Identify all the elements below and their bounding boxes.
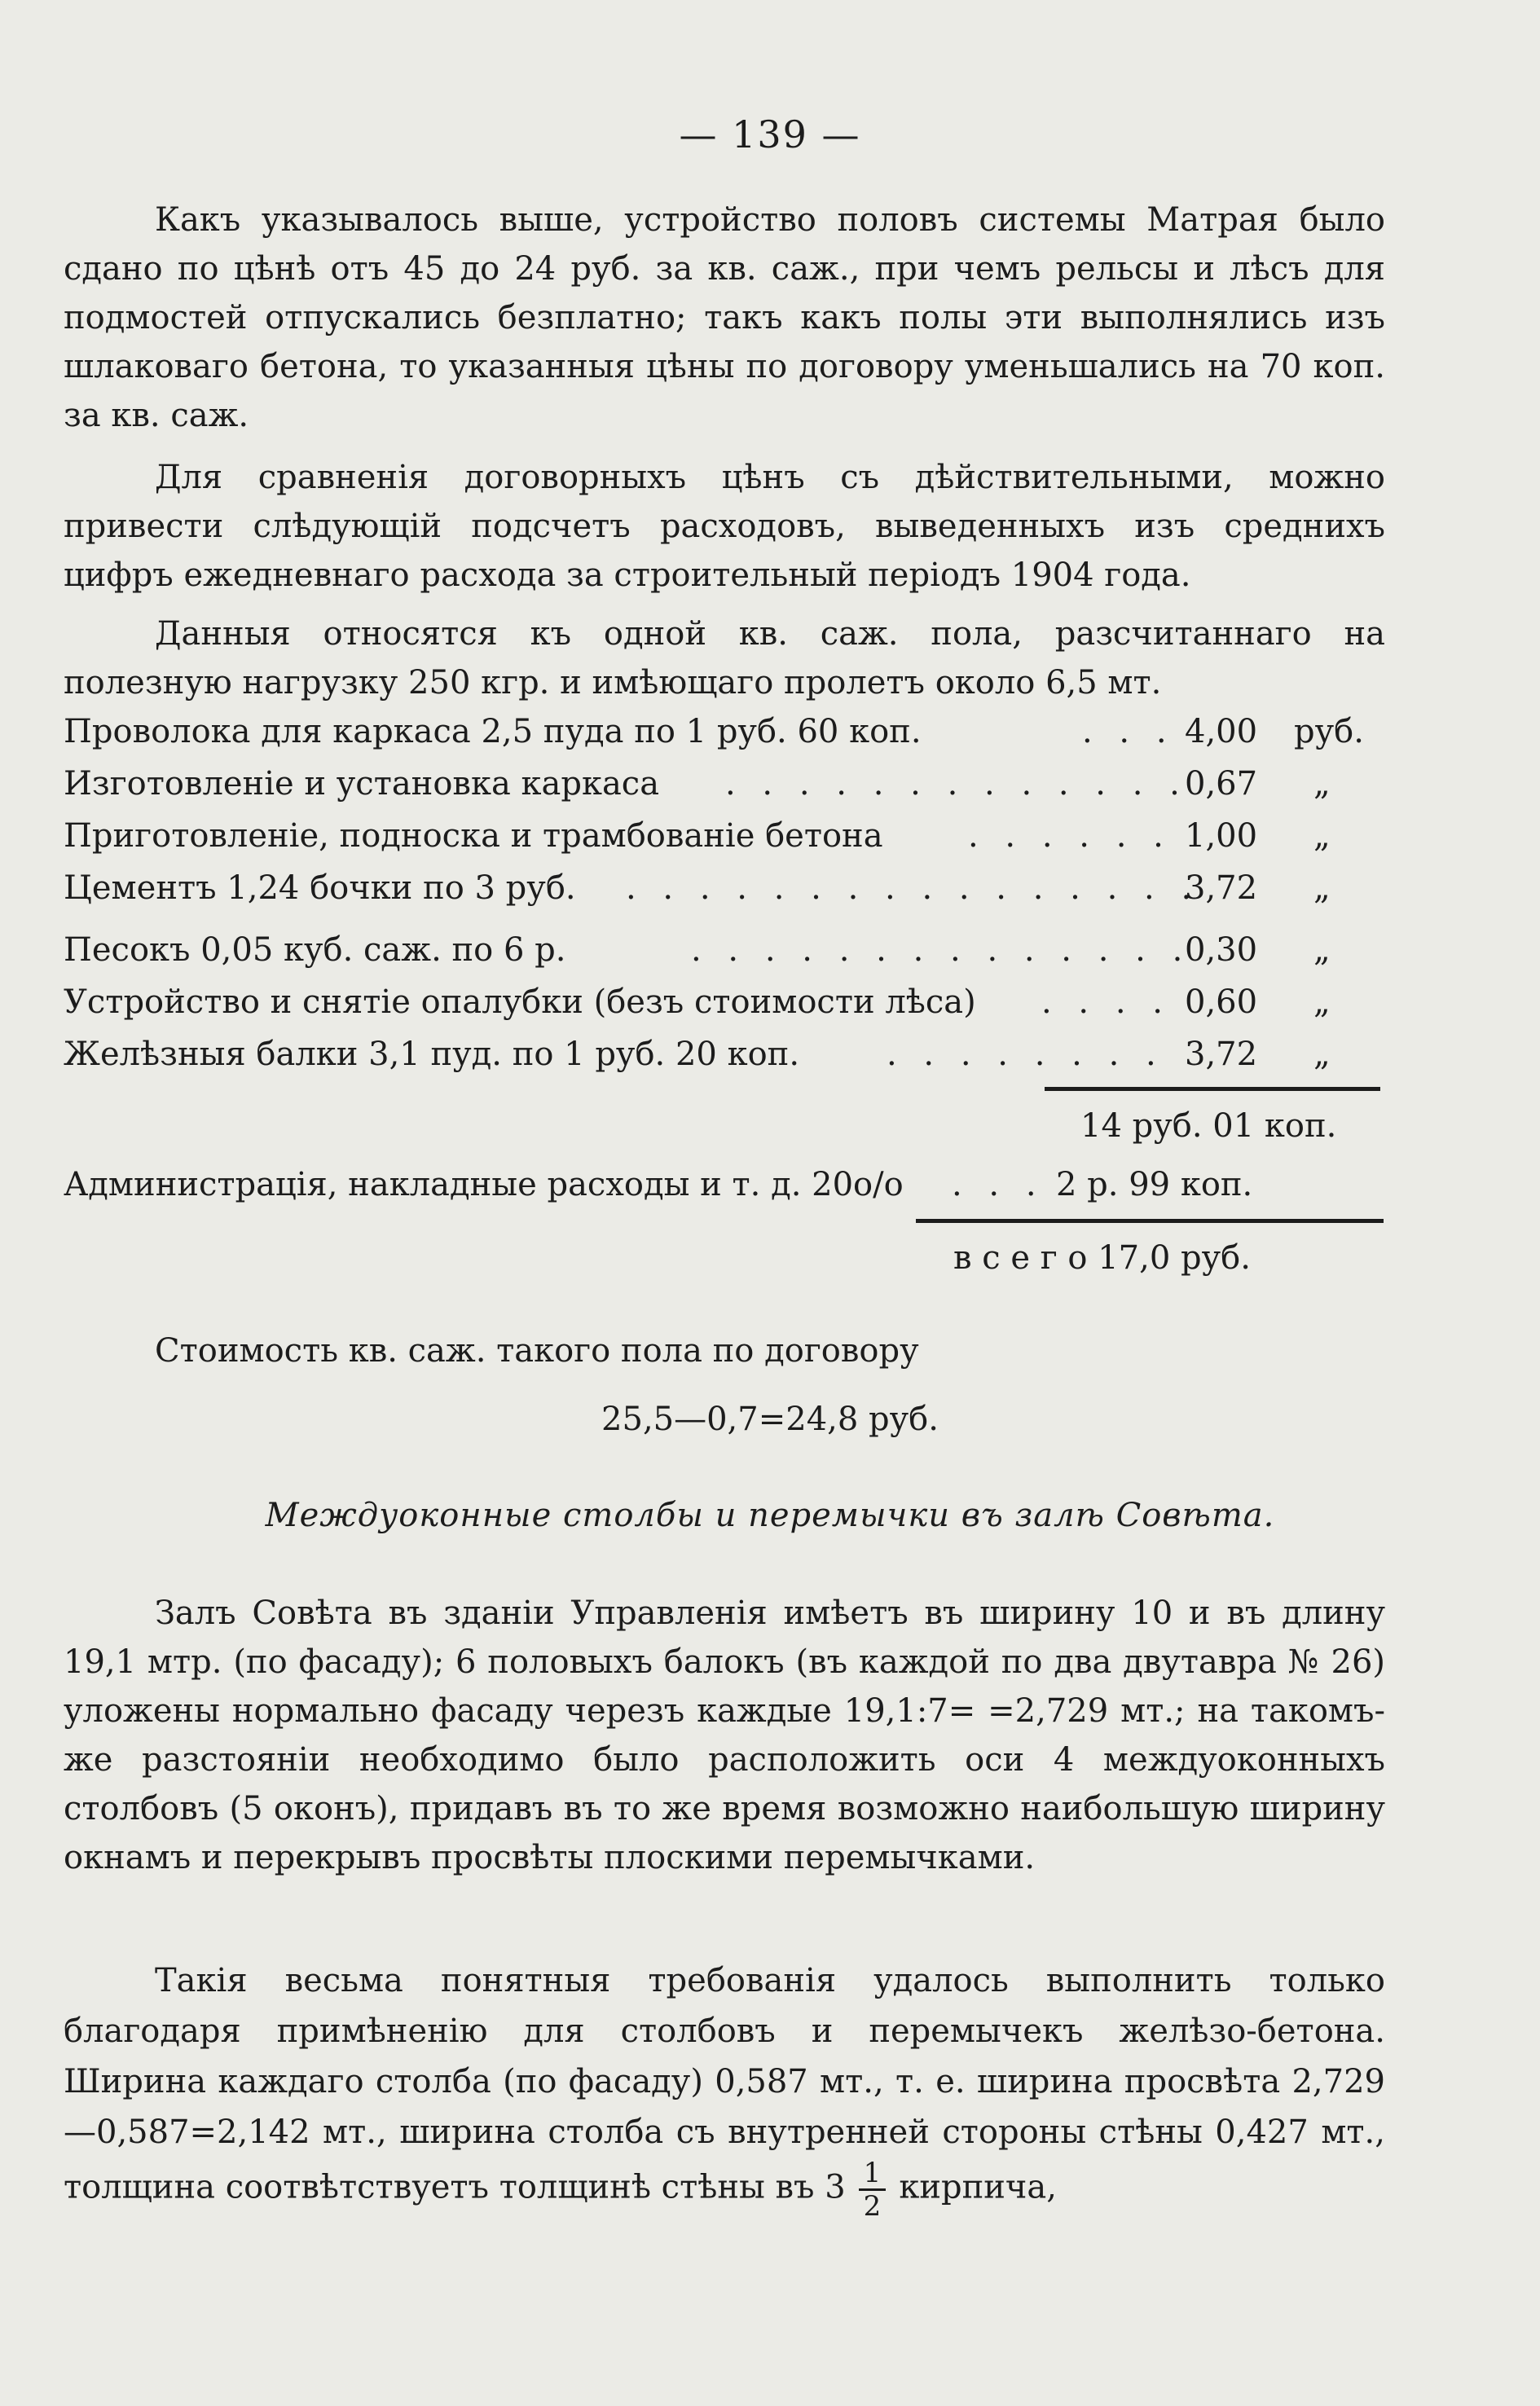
paragraph-data-basis: Данныя относятся къ одной кв. саж. пола, разсчитаннаго на полезную нагрузку 250 кгр. и имѣющаго пролетъ около 6,5 мт. <box>64 615 1385 702</box>
requirements-end: кирпича, <box>899 2168 1057 2206</box>
admin-value: 2 р. 99 коп. <box>1056 1166 1253 1203</box>
cost-row <box>64 759 1385 808</box>
cost-row <box>64 812 1385 860</box>
leader-dots: . . . . . . . . . . . . . . <box>691 931 1191 969</box>
cost-row <box>64 1030 1385 1079</box>
leader-dots: . . . <box>952 1166 1045 1203</box>
cost-value: 1,00 <box>1185 817 1258 855</box>
cost-unit: „ <box>1313 869 1331 907</box>
cost-value: 0,30 <box>1185 931 1258 969</box>
paragraph-matray-floors: Какъ указывалось выше, устройство половъ системы Матрая было сдано по цѣнѣ отъ 45 до 24 руб. за кв. саж., при чемъ рельсы и лѣсъ для подмостей отпускались безплатно; такъ какъ полы эти выполнялись изъ шлаковаго бетона, то указанныя цѣны по договору уменьшались на 70 коп. за кв. саж. <box>64 201 1385 434</box>
total-rule <box>916 1219 1384 1223</box>
cost-value: 0,67 <box>1185 765 1258 803</box>
cost-unit: „ <box>1313 931 1331 969</box>
fraction-numerator: 1 <box>859 2157 887 2191</box>
cost-label: Устройство и снятіе опалубки (безъ стоимости лѣса) <box>64 983 976 1021</box>
cost-value: 3,72 <box>1185 869 1258 907</box>
price-formula: 25,5—0,7=24,8 руб. <box>601 1401 939 1438</box>
fraction-denominator: 2 <box>863 2190 882 2223</box>
leader-dots: . . . . . . <box>968 817 1172 855</box>
leader-dots: . . . <box>1082 713 1175 750</box>
cost-unit: „ <box>1313 983 1331 1021</box>
cost-unit: руб. <box>1294 713 1364 750</box>
leader-dots: . . . . . . . . <box>887 1036 1164 1073</box>
cost-row <box>64 707 1385 756</box>
page-number: — 139 — <box>679 112 861 156</box>
cost-value: 3,72 <box>1185 1036 1258 1073</box>
paragraph-comparison: Для сравненія договорныхъ цѣнъ съ дѣйствительными, можно привести слѣдующій подсчетъ расходовъ, выведенныхъ изъ среднихъ цифръ ежедневнаго расхода за строительный періодъ 1904 года. <box>64 459 1385 594</box>
cost-unit: „ <box>1313 1036 1331 1073</box>
cost-label: Песокъ 0,05 куб. саж. по 6 р. <box>64 931 566 969</box>
subtotal: 14 руб. 01 коп. <box>1080 1107 1337 1145</box>
cost-label: Изготовленіе и установка каркаса <box>64 765 660 803</box>
cost-label: Цементъ 1,24 бочки по 3 руб. <box>64 869 576 907</box>
cost-row <box>64 926 1385 974</box>
cost-value: 0,60 <box>1185 983 1258 1021</box>
cost-label: Приготовленіе, подноска и трамбованіе бетона <box>64 817 883 855</box>
cost-row <box>64 864 1385 913</box>
leader-dots: . . . . <box>1041 983 1172 1021</box>
grand-total: в с е г о 17,0 руб. <box>953 1239 1251 1277</box>
admin-label: Администрація, накладные расходы и т. д. 20o/o <box>64 1166 904 1203</box>
contract-price-line: Стоимость кв. саж. такого пола по договору <box>155 1332 919 1370</box>
admin-row <box>64 1160 1385 1209</box>
subtotal-rule <box>1045 1087 1380 1091</box>
cost-label: Желѣзныя балки 3,1 пуд. по 1 руб. 20 коп. <box>64 1036 800 1073</box>
section-heading: Междуоконные столбы и перемычки въ залѣ Совѣта. <box>265 1497 1275 1534</box>
cost-row <box>64 978 1385 1027</box>
cost-unit: „ <box>1313 817 1331 855</box>
cost-value: 4,00 <box>1185 713 1258 750</box>
paragraph-council-hall: Залъ Совѣта въ зданіи Управленія имѣетъ въ ширину 10 и въ длину 19,1 мтр. (по фасаду); 6 половыхъ балокъ (въ каждой по два двутавра № 26) уложены нормально фасаду черезъ каждые 19,1:7= =2,729 мт.; на такомъ-же разстояніи необходимо было расположить оси 4 междуоконныхъ столбовъ (5 оконъ), придавъ въ то же время возможно наибольшую ширину окнамъ и перекрывъ просвѣты плоскими перемычками. <box>64 1594 1385 1876</box>
cost-unit: „ <box>1313 765 1331 803</box>
leader-dots: . . . . . . . . . . . . . <box>725 765 1188 803</box>
paragraph-requirements <box>64 1955 1385 2222</box>
fraction-one-half <box>859 2157 887 2222</box>
requirements-text: Такія весьма понятныя требованія удалось выполнить только благодаря примѣненію для столбовъ и перемычекъ желѣзо-бетона. Ширина каждаго столба (по фасаду) 0,587 мт., т. е. ширина просвѣта 2,729—0,587=2,142 мт., ширина столба съ внутренней стороны стѣны 0,427 мт., толщина соотвѣтствуетъ толщинѣ стѣны въ 3 <box>64 1962 1385 2206</box>
cost-label: Проволока для каркаса 2,5 пуда по 1 руб. 60 коп. <box>64 713 922 750</box>
leader-dots: . . . . . . . . . . . . . . . . <box>626 869 1200 907</box>
